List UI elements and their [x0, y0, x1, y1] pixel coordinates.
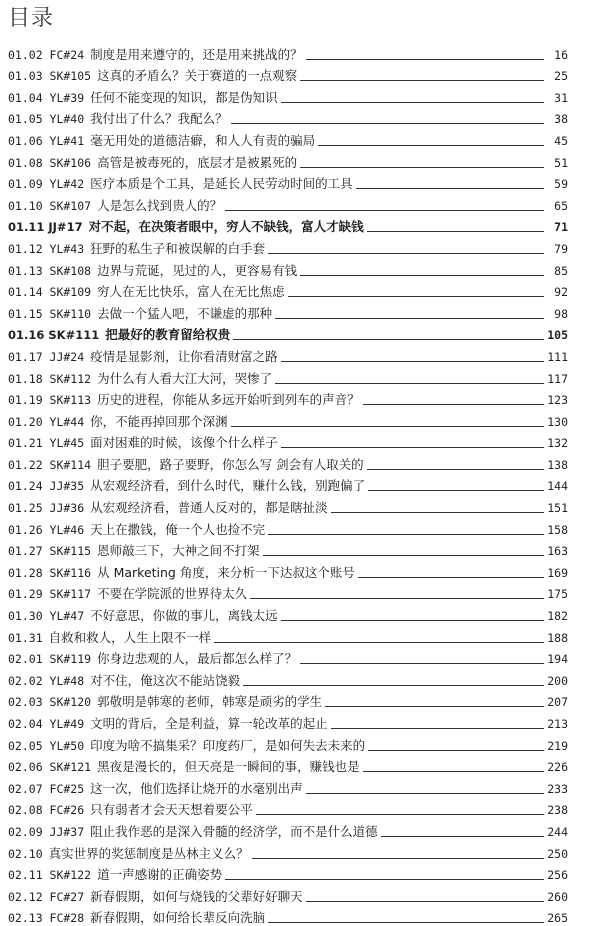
toc-entry[interactable] [8, 602, 568, 624]
toc-entry-number: 01.09 YL#42 [8, 177, 85, 192]
toc-entry-title: 从宏观经济看，普通人反对的，都是瞎扯淡 [90, 500, 328, 516]
toc-entry[interactable] [8, 257, 568, 279]
toc-leader-line [281, 447, 544, 448]
toc-entry-number: 02.12 FC#27 [8, 889, 85, 904]
toc-leader-line [331, 728, 544, 729]
toc-entry-number: 01.02 FC#24 [8, 47, 85, 62]
toc-leader-line [233, 339, 544, 340]
toc-entry-page-number: 130 [547, 414, 568, 429]
toc-leader-line [243, 685, 544, 686]
toc-leader-line [300, 80, 544, 81]
toc-entry-number: 01.20 YL#44 [8, 414, 85, 429]
toc-leader-line [281, 620, 544, 621]
toc-leader-line [300, 167, 544, 168]
toc-entry-page-number: 200 [547, 673, 568, 688]
toc-leader-line [252, 858, 544, 859]
toc-entry-title: 不好意思，你做的事儿，离钱太远 [90, 608, 278, 624]
toc-entry-title: 高管是被毒死的，底层才是被累死的 [97, 154, 298, 170]
toc-entry-page-number: 85 [554, 263, 568, 278]
toc-entry-title: 只有弱者才会天天想着要公平 [90, 802, 253, 818]
toc-entry-title: 医疗本质是个工具，是延长人民劳动时间的工具 [90, 176, 353, 192]
toc-entry-title: 不要在学院派的世界待太久 [97, 586, 248, 602]
toc-entry-page-number: 65 [554, 198, 568, 213]
toc-entry-page-number: 71 [554, 220, 568, 235]
toc-entry[interactable] [8, 408, 568, 430]
toc-entry[interactable] [8, 127, 568, 149]
toc-entry-number: 02.04 YL#49 [8, 717, 85, 731]
toc-entry-number: 02.13 FC#28 [8, 911, 85, 926]
toc-entry-number: 02.09 JJ#37 [8, 824, 85, 839]
toc-entry-title: 穷人在无比快乐，富人在无比焦虑 [97, 284, 285, 300]
toc-entry-page-number: 226 [547, 760, 568, 775]
toc-leader-line [225, 879, 544, 880]
toc-entry-page-number: 151 [547, 501, 568, 516]
toc-entry-page-number: 256 [547, 868, 568, 883]
toc-entry[interactable] [8, 754, 568, 776]
toc-leader-line [231, 123, 544, 124]
toc-entry-title: 制度是用来遵守的，还是用来挑战的？ [90, 46, 303, 62]
toc-entry-title: 印度为啥不搞集采？印度药厂，是如何失去未来的 [90, 737, 366, 753]
toc-entry-title: 文明的背后，全是利益，算一轮改革的起止 [90, 716, 328, 731]
toc-entry[interactable] [8, 710, 568, 732]
toc-entry[interactable] [8, 494, 568, 516]
toc-entry[interactable] [8, 214, 568, 236]
toc-entry[interactable] [8, 322, 568, 344]
toc-leader-line [281, 102, 544, 103]
toc-entry-title: 面对困难的时候，该像个什么样子 [90, 435, 278, 451]
toc-entry-page-number: 219 [547, 738, 568, 753]
toc-entry-title: 阻止我作恶的是深入骨髓的经济学，而不是什么道德 [90, 823, 378, 839]
toc-entry-page-number: 123 [547, 393, 568, 408]
toc-entry-title: 你，不能再掉回那个深渊 [90, 413, 228, 429]
toc-entry-number: 01.22 SK#114 [8, 457, 92, 472]
toc-entry-page-number: 98 [554, 306, 568, 321]
toc-entry-page-number: 207 [547, 695, 568, 710]
toc-entry[interactable] [8, 538, 568, 560]
toc-entry-number: 01.25 JJ#36 [8, 501, 85, 516]
toc-entry-title: 人是怎么找到贵人的？ [97, 197, 223, 213]
toc-leader-line [281, 361, 544, 362]
toc-entry-page-number: 158 [547, 522, 568, 537]
toc-entry-title: 毫无用处的道德洁癖，和人人有责的骗局 [90, 132, 316, 148]
toc-entry-number: 01.29 SK#117 [8, 587, 92, 602]
toc-entry[interactable] [8, 365, 568, 387]
toc-entry[interactable] [8, 689, 568, 711]
toc-leader-line [368, 490, 544, 491]
toc-leader-line [214, 642, 544, 643]
toc-entry[interactable] [8, 192, 568, 214]
toc-entry-page-number: 117 [547, 371, 568, 386]
toc-entry-number: 01.03 SK#105 [8, 69, 92, 84]
toc-entry-page-number: 25 [554, 69, 568, 84]
toc-entry[interactable] [8, 473, 568, 495]
toc-leader-line [356, 188, 544, 189]
toc-entry-number: 01.27 SK#115 [8, 544, 92, 559]
toc-entry-title: 历史的进程，你能从多远开始听到列车的声音？ [97, 392, 360, 408]
toc-entry-page-number: 169 [547, 565, 568, 580]
toc-entry-title: 把最好的教育留给权贵 [105, 327, 231, 343]
toc-entry[interactable] [8, 387, 568, 409]
toc-leader-line [263, 555, 544, 556]
toc-entry[interactable] [8, 883, 568, 905]
toc-entry[interactable] [8, 732, 568, 754]
toc-entry-page-number: 260 [547, 889, 568, 904]
toc-entry-number: 02.01 SK#119 [8, 652, 92, 667]
toc-entry-number: 01.08 SK#106 [8, 155, 92, 170]
toc-entry[interactable] [8, 279, 568, 301]
toc-entry-page-number: 233 [547, 781, 568, 796]
toc-leader-line [381, 836, 544, 837]
toc-entry-number: 01.21 YL#45 [8, 436, 85, 451]
toc-leader-line [300, 275, 544, 276]
toc-leader-line [306, 901, 544, 902]
toc-entry-page-number: 182 [547, 609, 568, 624]
toc-entry-page-number: 45 [554, 133, 568, 148]
toc-entry-page-number: 265 [547, 911, 568, 926]
toc-entry-page-number: 144 [547, 479, 568, 494]
toc-leader-line [363, 404, 544, 405]
toc-entry-number: 01.10 SK#107 [8, 198, 92, 213]
toc-entry-number: 02.10 [8, 846, 43, 861]
toc-entry-title: 从 Marketing 角度，来分析一下达叔这个账号 [97, 564, 355, 580]
toc-entry-title: 真实世界的奖惩制度是丛林主义么？ [48, 845, 249, 861]
toc-entry-page-number: 213 [547, 717, 568, 731]
toc-entry-title: 天上在撒钱，俺一个人也捡不完 [90, 521, 266, 537]
toc-entry-page-number: 92 [554, 285, 568, 300]
toc-entry-page-number: 59 [554, 177, 568, 192]
toc-leader-line [275, 318, 544, 319]
toc-entry-page-number: 188 [547, 630, 568, 645]
toc-entry-page-number: 175 [547, 587, 568, 602]
toc-leader-line [275, 383, 544, 384]
toc-entry-number: 02.06 SK#121 [8, 760, 92, 775]
toc-entry[interactable] [8, 106, 568, 128]
toc-entry-page-number: 238 [547, 803, 568, 818]
toc-leader-line [367, 231, 544, 232]
toc-entry-title: 我付出了什么？我配么？ [90, 111, 228, 127]
toc-entry-title: 边界与荒诞，见过的人，更容易有钱 [97, 262, 298, 278]
toc-entry-page-number: 163 [547, 544, 568, 559]
toc-entry[interactable] [8, 905, 568, 926]
toc-entry-number: 01.15 SK#110 [8, 306, 92, 321]
toc-leader-line [231, 426, 544, 427]
toc-entry-number: 02.03 SK#120 [8, 695, 92, 710]
toc-entry-number: 01.12 YL#43 [8, 241, 85, 256]
toc-entry-page-number: 38 [554, 112, 568, 127]
toc-entry[interactable] [8, 797, 568, 819]
toc-entry[interactable] [8, 235, 568, 257]
toc-entry-page-number: 111 [547, 349, 568, 364]
toc-leader-line [268, 534, 544, 535]
toc-entry-title: 对不住，俺这次不能站饶毅 [90, 672, 241, 688]
toc-list [8, 41, 568, 926]
toc-entry-title: 胆子要肥，路子要野，你怎么写 剑会有人取关的 [97, 456, 364, 472]
toc-leader-line [268, 253, 544, 254]
toc-entry-number: 01.26 YL#46 [8, 522, 85, 537]
toc-leader-line [250, 598, 544, 599]
toc-entry-number: 01.16 SK#111 [8, 328, 100, 343]
toc-entry-number: 01.19 SK#113 [8, 393, 92, 408]
toc-leader-line [300, 663, 544, 664]
toc-entry-number: 01.17 JJ#24 [8, 349, 85, 364]
toc-entry-title: 道一声感谢的正确姿势 [97, 867, 223, 883]
toc-entry-title: 新春假期，如何给长辈反向洗脑 [90, 910, 266, 926]
toc-entry-number: 02.02 YL#48 [8, 673, 85, 688]
toc-entry-number: 01.13 SK#108 [8, 263, 92, 278]
toc-entry-page-number: 138 [547, 457, 568, 472]
toc-entry-number: 01.31 [8, 630, 43, 645]
toc-entry-page-number: 16 [554, 47, 568, 62]
toc-entry-number: 01.28 SK#116 [8, 565, 92, 580]
toc-entry[interactable] [8, 840, 568, 862]
toc-leader-line [256, 814, 544, 815]
toc-entry-title: 恩师敲三下，大神之间不打架 [97, 543, 260, 559]
toc-entry[interactable] [8, 818, 568, 840]
toc-leader-line [358, 577, 544, 578]
toc-entry[interactable] [8, 300, 568, 322]
toc-entry[interactable] [8, 171, 568, 193]
toc-entry[interactable] [8, 516, 568, 538]
toc-leader-line [306, 793, 544, 794]
toc-entry-title: 任何不能变现的知识，都是伪知识 [90, 89, 278, 105]
toc-entry-title: 郭敬明是韩寒的老师，韩寒是顽劣的学生 [97, 694, 323, 710]
toc-entry-number: 01.06 YL#41 [8, 133, 85, 148]
toc-entry-page-number: 105 [547, 328, 568, 343]
toc-entry[interactable] [8, 667, 568, 689]
toc-entry[interactable] [8, 84, 568, 106]
toc-entry[interactable] [8, 343, 568, 365]
toc-entry[interactable] [8, 624, 568, 646]
toc-leader-line [268, 922, 544, 923]
toc-leader-line [367, 469, 544, 470]
toc-entry[interactable] [8, 559, 568, 581]
toc-entry[interactable] [8, 862, 568, 884]
toc-entry-title: 新春假期，如何与烧钱的父辈好好聊天 [90, 888, 303, 904]
toc-entry-title: 黑夜是漫长的，但天亮是一瞬间的事，赚钱也是 [97, 759, 360, 775]
toc-entry-page-number: 79 [554, 241, 568, 256]
toc-leader-line [225, 210, 544, 211]
toc-entry-title: 这一次，他们选择让烧开的水毫别出声 [90, 780, 303, 796]
toc-entry-number: 02.11 SK#122 [8, 868, 92, 883]
toc-entry-page-number: 244 [547, 824, 568, 839]
toc-entry-page-number: 31 [554, 90, 568, 105]
toc-entry-title: 去做一个猛人吧，不谦虚的那种 [97, 305, 273, 321]
toc-entry[interactable] [8, 63, 568, 85]
toc-entry[interactable] [8, 41, 568, 63]
toc-entry-number: 01.24 JJ#35 [8, 479, 85, 494]
toc-entry-number: 01.18 SK#112 [8, 371, 92, 386]
toc-entry-number: 01.04 YL#39 [8, 90, 85, 105]
toc-entry[interactable] [8, 581, 568, 603]
toc-entry-title: 你身边悲观的人，最后都怎么样了？ [97, 651, 298, 667]
toc-entry[interactable] [8, 430, 568, 452]
toc-entry[interactable] [8, 149, 568, 171]
toc-entry-number: 02.08 FC#26 [8, 803, 85, 818]
toc-entry-number: 02.05 YL#50 [8, 738, 85, 753]
toc-entry-page-number: 51 [554, 155, 568, 170]
toc-entry[interactable] [8, 451, 568, 473]
toc-leader-line [368, 750, 544, 751]
toc-entry[interactable] [8, 775, 568, 797]
toc-entry-title: 为什么有人看大江大河，哭惨了 [97, 370, 273, 386]
toc-heading: 目录 [8, 6, 55, 31]
toc-entry-number: 01.05 YL#40 [8, 112, 85, 127]
toc-entry-title: 疫情是显影剂，让你看清财富之路 [90, 348, 278, 364]
toc-leader-line [363, 771, 544, 772]
toc-entry-page-number: 132 [547, 436, 568, 451]
toc-entry-title: 狂野的私生子和被误解的白手套 [90, 240, 266, 256]
toc-entry-number: 01.11 JJ#17 [8, 220, 83, 235]
toc-entry-title: 这真的矛盾么？关于赛道的一点观察 [97, 68, 298, 84]
toc-entry[interactable] [8, 646, 568, 668]
toc-leader-line [318, 145, 544, 146]
toc-entry-title: 对不起，在决策者眼中，穷人不缺钱，富人才缺钱 [88, 219, 364, 235]
toc-entry-number: 01.30 YL#47 [8, 609, 85, 624]
toc-entry-number: 01.14 SK#109 [8, 285, 92, 300]
toc-entry-title: 从宏观经济看，到什么时代，赚什么钱，别跑偏了 [90, 478, 366, 494]
toc-leader-line [288, 296, 544, 297]
toc-entry-number: 02.07 FC#25 [8, 781, 85, 796]
toc-entry-title: 自救和救人，人生上限不一样 [48, 629, 212, 645]
toc-leader-line [325, 706, 544, 707]
toc-leader-line [306, 59, 544, 60]
toc-entry-page-number: 250 [547, 846, 568, 861]
toc-leader-line [331, 512, 544, 513]
toc-entry-page-number: 194 [547, 652, 568, 667]
